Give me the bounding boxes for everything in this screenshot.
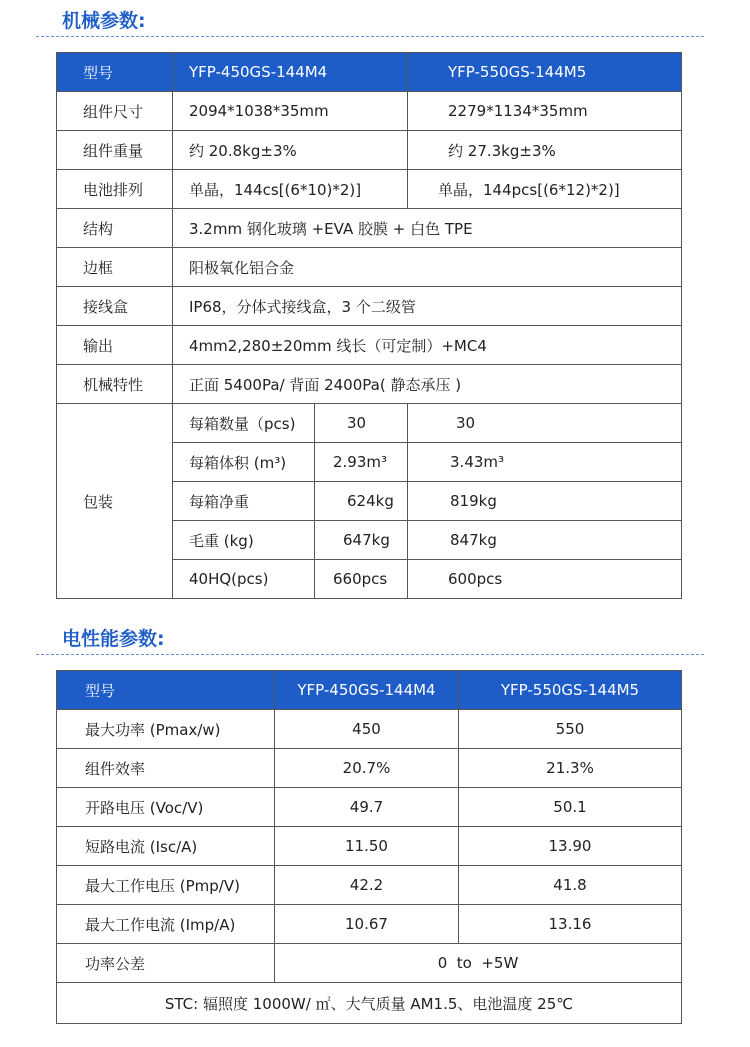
cell-450: 42.2 [275, 866, 459, 905]
cell-450: 450 [275, 710, 459, 749]
packing-item-label: 每箱净重 [173, 482, 315, 521]
packing-550: 847kg [408, 521, 682, 560]
header-model-450: YFP-450GS-144M4 [275, 671, 459, 710]
table-row [57, 287, 682, 326]
merged-value: 4mm2,280±20mm 线长（可定制）+MC4 [173, 326, 682, 365]
cell-550: 21.3% [459, 749, 682, 788]
header-model-550: YFP-550GS-144M5 [408, 53, 682, 92]
row-label: 边框 [57, 248, 173, 287]
cell-450: 约 20.8kg±3% [173, 131, 408, 170]
merged-value: 正面 5400Pa/ 背面 2400Pa( 静态承压 ) [173, 365, 682, 404]
cell-550: 41.8 [459, 866, 682, 905]
electrical-section-title: 电性能参数: [62, 628, 165, 650]
packing-450: 2.93m³ [315, 443, 408, 482]
table-row [57, 788, 682, 827]
packing-item-label: 每箱体积 (m³) [173, 443, 315, 482]
cell-550: 50.1 [459, 788, 682, 827]
packing-550: 600pcs [408, 560, 682, 599]
row-label: 机械特性 [57, 365, 173, 404]
packing-550: 3.43m³ [408, 443, 682, 482]
table-row [57, 710, 682, 749]
cell-550: 13.16 [459, 905, 682, 944]
packing-450: 660pcs [315, 560, 408, 599]
electrical-params-table [56, 670, 682, 1024]
row-label: 短路电流 (Isc/A) [57, 827, 275, 866]
electrical-divider [36, 654, 704, 655]
packing-item-label: 每箱数量（pcs) [173, 404, 315, 443]
header-model: 型号 [57, 671, 275, 710]
mechanical-params-table [56, 52, 682, 599]
header-model: 型号 [57, 53, 173, 92]
table-row [57, 866, 682, 905]
mechanical-header-row [57, 53, 682, 92]
electrical-header-row [57, 671, 682, 710]
row-label: 开路电压 (Voc/V) [57, 788, 275, 827]
table-row [57, 131, 682, 170]
cell-450: 20.7% [275, 749, 459, 788]
table-row [57, 170, 682, 209]
row-label: 组件重量 [57, 131, 173, 170]
row-label: 最大工作电流 (Imp/A) [57, 905, 275, 944]
row-label: 组件尺寸 [57, 92, 173, 131]
tolerance-label: 功率公差 [57, 944, 275, 983]
stc-footnote: STC: 辐照度 1000W/ ㎡、大气质量 AM1.5、电池温度 25℃ [57, 983, 682, 1024]
merged-value: IP68，分体式接线盒，3 个二级管 [173, 287, 682, 326]
row-label: 输出 [57, 326, 173, 365]
mechanical-divider [36, 36, 704, 37]
table-row [57, 905, 682, 944]
cell-550: 550 [459, 710, 682, 749]
merged-value: 3.2mm 钢化玻璃 +EVA 胶膜 + 白色 TPE [173, 209, 682, 248]
packing-450: 624kg [315, 482, 408, 521]
cell-550: 2279*1134*35mm [408, 92, 682, 131]
tolerance-value: 0 to +5W [275, 944, 682, 983]
table-row [57, 365, 682, 404]
merged-value: 阳极氧化铝合金 [173, 248, 682, 287]
header-model-450: YFP-450GS-144M4 [173, 53, 408, 92]
cell-450: 2094*1038*35mm [173, 92, 408, 131]
table-row [57, 92, 682, 131]
cell-450: 49.7 [275, 788, 459, 827]
table-row [57, 326, 682, 365]
header-model-550: YFP-550GS-144M5 [459, 671, 682, 710]
row-label: 接线盒 [57, 287, 173, 326]
row-label: 组件效率 [57, 749, 275, 788]
cell-450: 单晶，144cs[(6*10)*2)] [173, 170, 408, 209]
table-row [57, 827, 682, 866]
packing-row [57, 404, 682, 443]
packing-550: 819kg [408, 482, 682, 521]
cell-450: 11.50 [275, 827, 459, 866]
packing-450: 647kg [315, 521, 408, 560]
cell-550: 单晶，144pcs[(6*12)*2)] [408, 170, 682, 209]
row-label: 最大功率 (Pmax/w) [57, 710, 275, 749]
packing-item-label: 毛重 (kg) [173, 521, 315, 560]
row-label: 电池排列 [57, 170, 173, 209]
cell-550: 13.90 [459, 827, 682, 866]
packing-550: 30 [408, 404, 682, 443]
cell-450: 10.67 [275, 905, 459, 944]
mechanical-section-title: 机械参数: [62, 10, 146, 32]
row-label: 结构 [57, 209, 173, 248]
cell-550: 约 27.3kg±3% [408, 131, 682, 170]
row-label: 最大工作电压 (Pmp/V) [57, 866, 275, 905]
packing-450: 30 [315, 404, 408, 443]
table-row [57, 749, 682, 788]
table-row [57, 944, 682, 983]
footnote-row [57, 983, 682, 1024]
table-row [57, 209, 682, 248]
packing-item-label: 40HQ(pcs) [173, 560, 315, 599]
table-row [57, 248, 682, 287]
packing-label: 包装 [57, 404, 173, 599]
